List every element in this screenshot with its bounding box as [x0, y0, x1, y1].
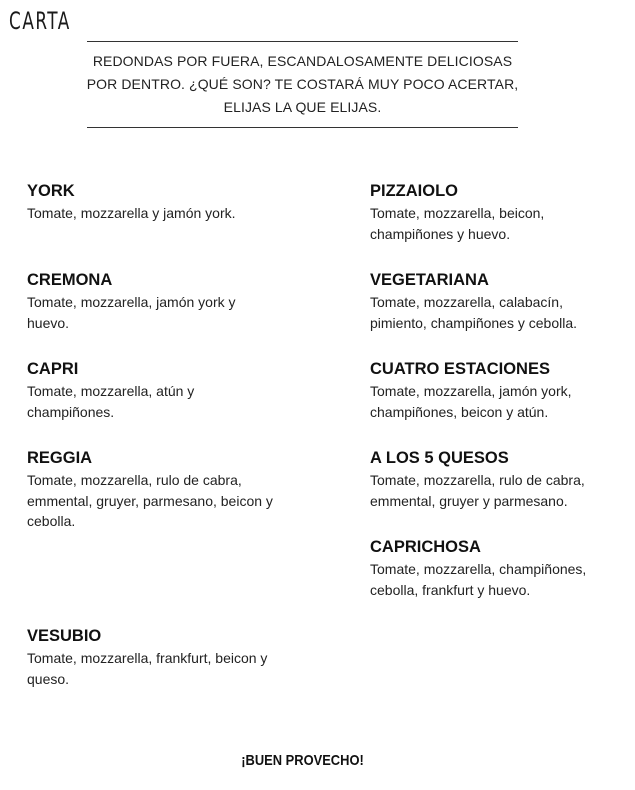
- menu-item-description: Tomate, mozzarella, beicon, champiñones y huevo.: [370, 205, 545, 242]
- menu-item-reggia: [27, 448, 277, 532]
- menu-item-description: Tomate, mozzarella, calabacín, pimiento, champiñones y cebolla.: [370, 294, 578, 331]
- menu-item-name: PIZZAIOLO: [370, 182, 458, 200]
- intro-bottom-divider: [87, 127, 518, 128]
- menu-item-name: REGGIA: [27, 449, 93, 467]
- menu-item-york: [27, 181, 297, 224]
- intro-line: POR DENTRO. ¿QUÉ SON? TE COSTARÁ MUY POCO ACERTAR,: [86, 76, 519, 92]
- footer-sign-off: ¡BUEN PROVECHO!: [241, 752, 364, 769]
- menu-item-cremona: [27, 270, 272, 333]
- menu-title: CARTA: [9, 7, 71, 35]
- menu-item-description: Tomate, mozzarella, frankfurt, beicon y queso.: [27, 650, 268, 687]
- menu-item-description: Tomate, mozzarella, jamón york y huevo.: [27, 294, 236, 331]
- menu-item-name: VESUBIO: [27, 627, 102, 645]
- intro-top-divider: [87, 41, 518, 42]
- menu-item-name: CAPRI: [27, 360, 79, 378]
- menu-item-name: A LOS 5 QUESOS: [370, 449, 509, 467]
- menu-item-description: Tomate, mozzarella, jamón york, champiñones, beicon y atún.: [370, 383, 572, 420]
- menu-item-vesubio: [27, 626, 295, 689]
- menu-item-cuatro-estaciones: [370, 359, 610, 422]
- menu-item-description: Tomate, mozzarella, champiñones, cebolla, frankfurt y huevo.: [370, 561, 587, 598]
- menu-item-description: Tomate, mozzarella, rulo de cabra, emmental, gruyer, parmesano, beicon y cebolla.: [27, 472, 273, 529]
- menu-item-description: Tomate, mozzarella, atún y champiñones.: [27, 383, 195, 420]
- menu-item-description: Tomate, mozzarella, rulo de cabra, emmental, gruyer y parmesano.: [370, 472, 585, 509]
- intro-line: ELIJAS LA QUE ELIJAS.: [223, 99, 382, 115]
- menu-item-name: VEGETARIANA: [370, 271, 489, 289]
- menu-item-vegetariana: [370, 270, 610, 333]
- menu-item-caprichosa: [370, 537, 622, 600]
- intro-line: REDONDAS POR FUERA, ESCANDALOSAMENTE DELICIOSAS: [92, 53, 513, 69]
- menu-item-name: YORK: [27, 182, 75, 200]
- menu-item-pizzaiolo: [370, 181, 575, 244]
- intro-text: [80, 50, 525, 119]
- menu-item-capri: [27, 359, 227, 422]
- menu-item-name: CAPRICHOSA: [370, 538, 481, 556]
- menu-item-name: CREMONA: [27, 271, 113, 289]
- menu-item-name: CUATRO ESTACIONES: [370, 360, 550, 378]
- menu-item-description: Tomate, mozzarella y jamón york.: [27, 205, 236, 221]
- menu-item-a-los-5-quesos: [370, 448, 620, 511]
